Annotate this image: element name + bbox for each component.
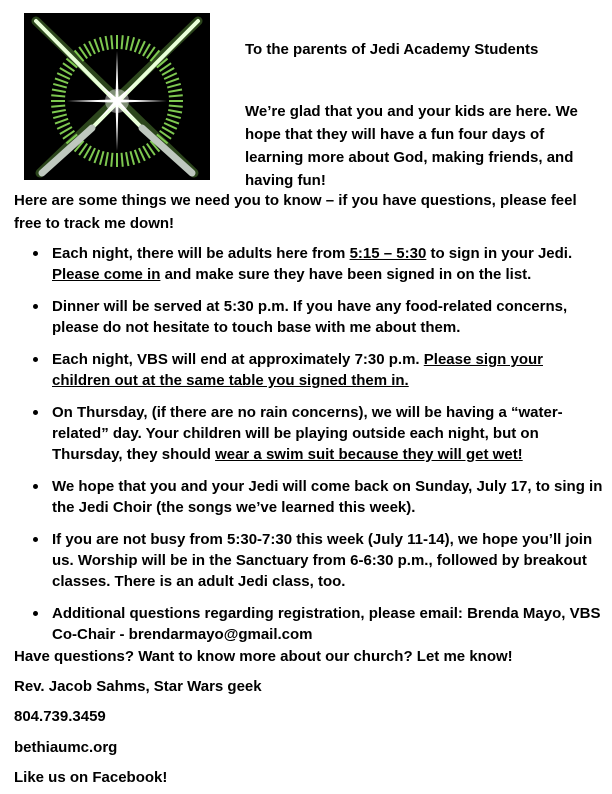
ring-tick [130, 151, 134, 165]
bullet-text: Each night, VBS will end at approximately 7:30 p.m. [52, 351, 424, 368]
bullet-text: Additional questions regarding registration, please email: Brenda Mayo, VBS Co-Chair - brendarmayo@gmail.com [52, 605, 601, 643]
ring-tick [122, 153, 123, 167]
saber-blade-left [36, 21, 142, 128]
ring-tick [106, 36, 108, 50]
bullet-text: and make sure they have been signed in on the list. [160, 266, 532, 283]
bullet-dot-icon [33, 611, 38, 616]
ring-tick [166, 119, 179, 124]
bullet-text: Each night, there will be adults here from [52, 245, 350, 262]
ring-tick [168, 110, 182, 112]
ring-tick [55, 119, 68, 124]
underlined-text: Please come in [52, 266, 161, 283]
phone-number: 804.739.3459 [14, 708, 106, 725]
bullet-text: On Thursday, (if there are no rain concerns), we will be having a “water-related” day. Your children will be playing outside each night, but on Thursday, they should [52, 404, 563, 463]
ring-tick [164, 123, 177, 129]
ring-tick [167, 114, 181, 118]
bullet-text: Dinner will be served at 5:30 p.m. If you have any food-related concerns, please do not hesitate to touch base with me about them. [52, 298, 568, 336]
ring-tick [126, 36, 128, 50]
ring-tick [57, 123, 70, 129]
underlined-text: Please sign your children out at the same table you signed them in. [52, 351, 543, 389]
ring-tick [51, 106, 65, 107]
ring-tick [167, 84, 181, 88]
facebook-line: Like us on Facebook! [14, 769, 168, 786]
bullet-dot-icon [33, 357, 38, 362]
ring-tick [89, 41, 95, 54]
bullet-dot-icon [33, 484, 38, 489]
ring-tick [106, 152, 108, 166]
ring-tick [166, 78, 179, 83]
saber-blade-right [92, 21, 198, 128]
ring-tick [100, 151, 104, 165]
bullet-item [14, 296, 604, 338]
ring-tick [139, 148, 145, 161]
info-bullet-list [14, 243, 604, 656]
ring-tick [94, 39, 99, 52]
info-intro-paragraph: Here are some things we need you to know – if you have questions, please feel free to track me down! [14, 192, 577, 232]
bullet-item [14, 603, 604, 645]
ring-tick [52, 90, 66, 92]
welcome-paragraph: We’re glad that you and your kids are here. We hope that they will have a fun four days of learning more about God, making friends, and having fun! [245, 103, 578, 189]
bullet-item [14, 349, 604, 391]
ring-tick [135, 150, 140, 163]
header-block [245, 40, 595, 192]
ring-tick [100, 37, 104, 51]
signature-line: Rev. Jacob Sahms, Star Wars geek [14, 678, 262, 695]
underlined-text: wear a swim suit because they will get wet! [215, 446, 523, 463]
ring-tick [135, 39, 140, 52]
ring-tick [51, 95, 65, 96]
website-link[interactable]: bethiaumc.org [14, 739, 118, 756]
greeting-heading: To the parents of Jedi Academy Students [245, 41, 539, 58]
bullet-dot-icon [33, 304, 38, 309]
ring-tick [122, 35, 123, 49]
bullet-dot-icon [33, 251, 38, 256]
ring-tick [111, 35, 112, 49]
bullet-item [14, 529, 604, 592]
ring-tick [57, 73, 70, 79]
logo-graphic [24, 13, 210, 180]
bullet-text: We hope that you and your Jedi will come back on Sunday, July 17, to sing in the Jedi Choir (the songs we’ve learned this week). [52, 478, 603, 516]
saber-hilt-left [142, 128, 192, 173]
ring-tick [168, 90, 182, 92]
bullet-dot-icon [33, 410, 38, 415]
saber-hilt-right [42, 128, 92, 173]
underlined-text: 5:15 – 5:30 [349, 245, 427, 262]
ring-tick [55, 78, 68, 83]
bullet-item [14, 476, 604, 518]
ring-tick [169, 106, 183, 107]
ring-tick [111, 153, 112, 167]
ring-tick [53, 84, 67, 88]
ring-tick [139, 41, 145, 54]
bullet-text: to sign in your Jedi. [426, 245, 573, 262]
ring-tick [169, 95, 183, 96]
ring-tick [53, 114, 67, 118]
crossed-lightsabers-star-logo [24, 13, 210, 180]
ring-tick [94, 150, 99, 163]
bullet-item [14, 243, 604, 285]
ring-tick [130, 37, 134, 51]
questions-line: Have questions? Want to know more about our church? Let me know! [14, 648, 513, 665]
ring-tick [164, 73, 177, 79]
bullet-item [14, 402, 604, 465]
ring-tick [89, 148, 95, 161]
ring-tick [126, 152, 128, 166]
bullet-text: If you are not busy from 5:30-7:30 this week (July 11-14), we hope you’ll join us. Worship will be in the Sanctuary from 6-6:30 p.m., followed by breakout classes. There is an adult Jedi class, too. [52, 531, 593, 590]
ring-tick [52, 110, 66, 112]
bullet-dot-icon [33, 537, 38, 542]
